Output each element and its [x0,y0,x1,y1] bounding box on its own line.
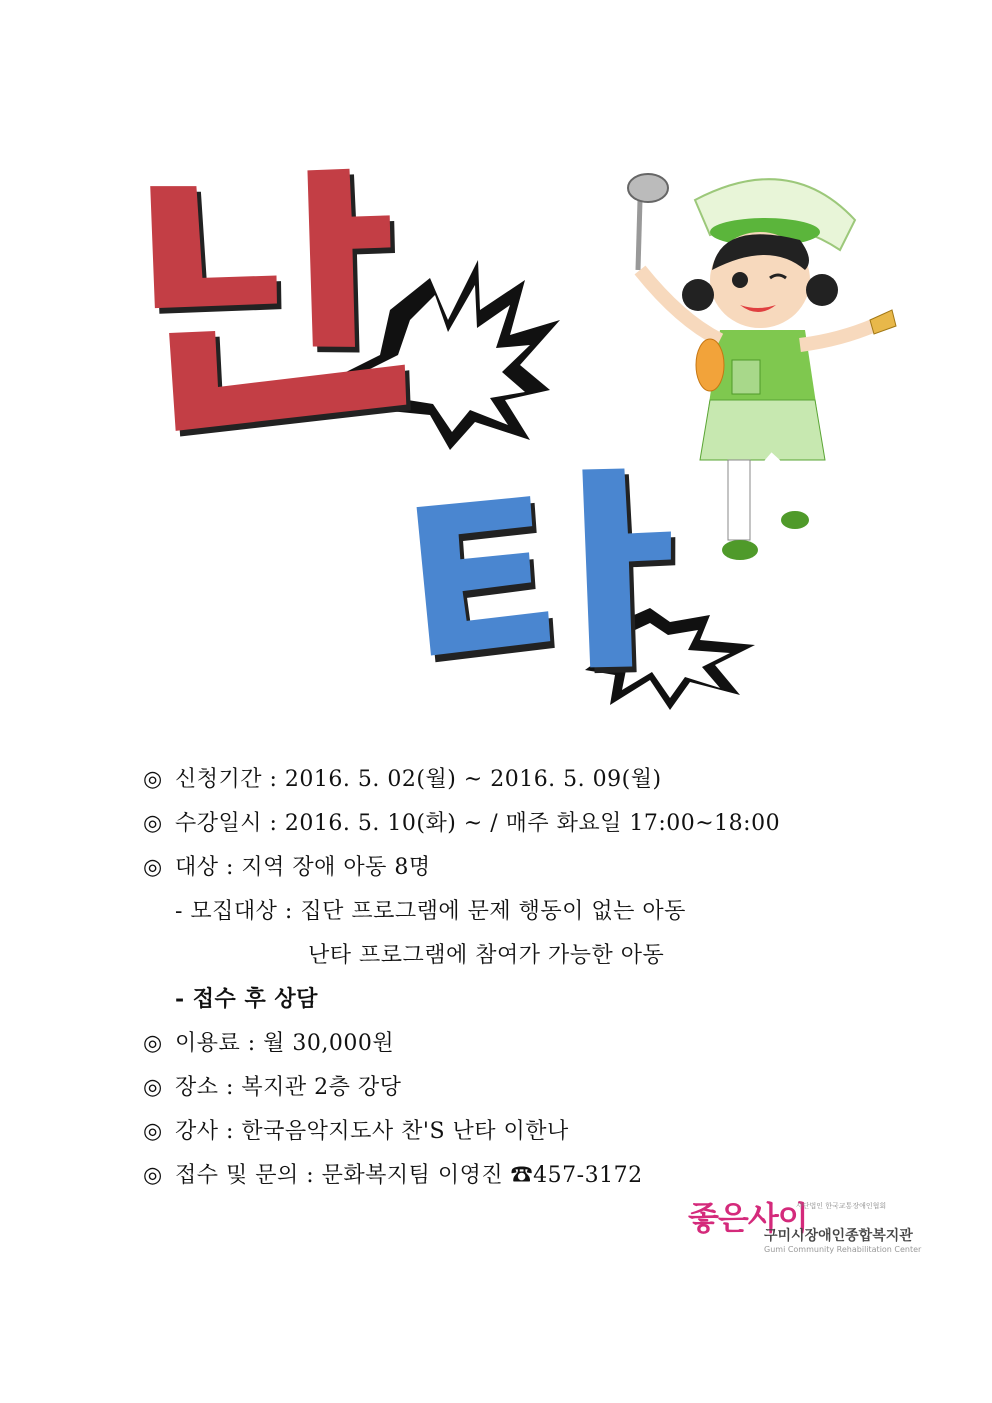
bullet-icon: ◎ [143,1119,163,1144]
organization-logo [676,1193,922,1265]
bullet-icon: ◎ [143,1031,163,1056]
info-row-target: ◎ 대상 : 지역 장애 아동 8명 [143,855,431,880]
bullet-icon: ◎ [143,767,163,792]
chef-character-illustration [600,160,900,600]
bullet-icon: ◎ [143,1075,163,1100]
info-row-consult: - 접수 후 상담 [175,986,318,1012]
logo-english-name: Gumi Community Rehabilitation Center [764,1245,922,1254]
bullet-icon: ◎ [143,1163,163,1188]
logo-org-name: 구미시장애인종합복지관 [764,1228,913,1244]
info-row-apply-period: ◎ 신청기간 : 2016. 5. 02(월) ~ 2016. 5. 09(월) [143,767,662,792]
bullet-icon: ◎ [143,811,163,836]
info-row-recruit-target-cont: 난타 프로그램에 참여가 가능한 아동 [308,943,665,968]
info-row-class-schedule: ◎ 수강일시 : 2016. 5. 10(화) ~ / 매주 화요일 17:00~18:00 [143,811,781,836]
info-row-location: ◎ 장소 : 복지관 2층 강당 [143,1075,402,1100]
info-row-instructor: ◎ 강사 : 한국음악지도사 찬'S 난타 이한나 [143,1119,569,1144]
info-row-fee: ◎ 이용료 : 월 30,000원 [143,1031,395,1056]
info-row-recruit-target: - 모집대상 : 집단 프로그램에 문제 행동이 없는 아동 [175,899,686,924]
logo-main-text: 좋은사이 [688,1199,808,1237]
logo-tiny-text: 사단법인 한국교통장애인협회 [796,1202,887,1210]
bullet-icon: ◎ [143,855,163,880]
info-row-contact: ◎ 접수 및 문의 : 문화복지팀 이영진 ☎457-3172 [143,1163,643,1188]
title-char-1 [144,163,413,438]
